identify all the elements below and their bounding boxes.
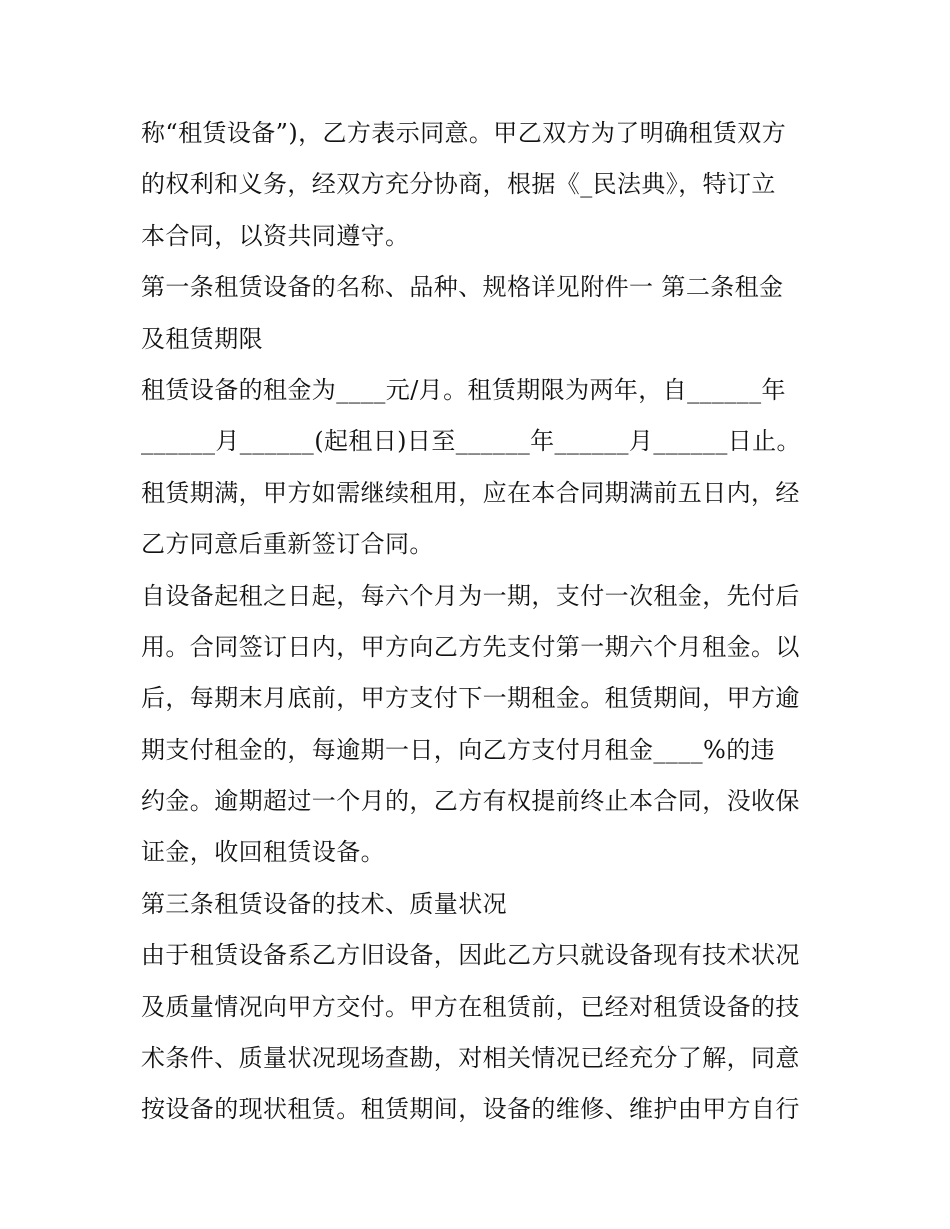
text-line: 后，每期末月底前，甲方支付下一期租金。租赁期间，甲方逾	[141, 684, 800, 713]
text-line: 的权利和义务，经双方充分协商，根据《_民法典》，特订立	[141, 170, 776, 199]
contract-text	[141, 108, 821, 1136]
text-line: 租赁期满，甲方如需继续租用，应在本合同期满前五日内，经	[141, 478, 800, 507]
article-heading: 第一条租赁设备的名称、品种、规格详见附件一 第二条租金	[141, 273, 784, 302]
text-line: 术条件、质量状况现场查勘，对相关情况已经充分了解，同意	[141, 1044, 800, 1073]
text-line: 证金，收回租赁设备。	[141, 838, 385, 867]
article-heading: 及租赁期限	[141, 324, 263, 353]
text-line: 期支付租金的，每逾期一日，向乙方支付月租金____%的违	[141, 735, 776, 764]
text-line: 由于租赁设备系乙方旧设备，因此乙方只就设备现有技术状况	[141, 941, 800, 970]
text-line: 约金。逾期超过一个月的，乙方有权提前终止本合同，没收保	[141, 787, 800, 816]
text-line: ______月______(起租日)日至______年______月______日止。	[141, 427, 801, 456]
text-line: 本合同，以资共同遵守。	[141, 221, 410, 250]
text-line: 租赁设备的租金为____元/月。租赁期限为两年，自______年	[141, 375, 786, 404]
text-line: 称“租赁设备”)，乙方表示同意。甲乙双方为了明确租赁双方	[141, 119, 787, 147]
text-line: 用。合同签订日内，甲方向乙方先支付第一期六个月租金。以	[141, 632, 800, 661]
text-line: 及质量情况向甲方交付。甲方在租赁前，已经对租赁设备的技	[141, 992, 800, 1021]
text-line: 按设备的现状租赁。租赁期间，设备的维修、维护由甲方自行	[141, 1095, 800, 1124]
article-heading: 第三条租赁设备的技术、质量状况	[141, 889, 507, 918]
text-line: 自设备起租之日起，每六个月为一期，支付一次租金，先付后	[141, 581, 800, 610]
text-line: 乙方同意后重新签订合同。	[141, 530, 434, 559]
